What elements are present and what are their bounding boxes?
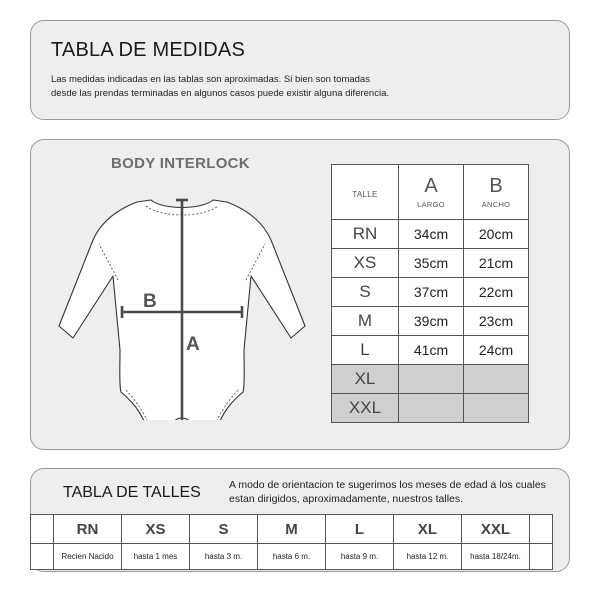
- size-guide-desc: [229, 478, 546, 506]
- width-cell: 20cm: [464, 220, 529, 249]
- size-label: L: [326, 515, 394, 544]
- edge-cell: [530, 544, 553, 570]
- width-cell: 24cm: [464, 336, 529, 365]
- table-row: [332, 249, 529, 278]
- size-label: XXL: [462, 515, 530, 544]
- length-cell: 34cm: [399, 220, 464, 249]
- disclaimer-line-2: desde las prendas terminadas en algunos casos puede existir alguna diferencia.: [51, 88, 389, 99]
- col-a-header: [399, 165, 464, 220]
- bodysuit-illustration: [43, 180, 313, 420]
- measures-info-panel: [30, 20, 570, 120]
- width-cell: 23cm: [464, 307, 529, 336]
- size-cell: RN: [332, 220, 399, 249]
- size-label: XS: [122, 515, 190, 544]
- empty-cell: [464, 365, 529, 394]
- length-cell: 39cm: [399, 307, 464, 336]
- length-cell: 41cm: [399, 336, 464, 365]
- size-label: RN: [54, 515, 122, 544]
- size-guide-title: TABLA DE TALLES: [63, 484, 201, 501]
- age-row: [31, 544, 553, 570]
- age-label: hasta 1 mes: [122, 544, 190, 570]
- size-guide-desc-line-2: estan dirigidos, aproximadamente, nuestros talles.: [229, 493, 464, 505]
- length-cell: 37cm: [399, 278, 464, 307]
- size-label: M: [258, 515, 326, 544]
- size-cell: XXL: [332, 394, 399, 423]
- width-cell: 21cm: [464, 249, 529, 278]
- edge-cell: [31, 544, 54, 570]
- disclaimer-line-1: Las medidas indicadas en las tablas son aproximadas. Si bien son tomadas: [51, 74, 370, 85]
- age-label: hasta 12 m.: [394, 544, 462, 570]
- col-a-letter: A: [424, 174, 438, 197]
- page-title: TABLA DE MEDIDAS: [51, 39, 245, 61]
- size-cell: L: [332, 336, 399, 365]
- col-b-label: ANCHO: [481, 199, 511, 209]
- size-row: [31, 515, 553, 544]
- size-cell: XS: [332, 249, 399, 278]
- col-a-label: LARGO: [417, 199, 445, 209]
- empty-cell: [464, 394, 529, 423]
- age-label: Recien Nacido: [54, 544, 122, 570]
- label-b: B: [143, 291, 157, 312]
- width-cell: 22cm: [464, 278, 529, 307]
- size-cell: S: [332, 278, 399, 307]
- col-b-header: [464, 165, 529, 220]
- size-label: XL: [394, 515, 462, 544]
- talle-header: TALLE: [352, 190, 378, 199]
- garment-title: BODY INTERLOCK: [111, 155, 250, 172]
- measures-disclaimer: [51, 73, 389, 101]
- empty-cell: [399, 394, 464, 423]
- label-a: A: [186, 334, 200, 355]
- table-row: [332, 220, 529, 249]
- table-row: [332, 278, 529, 307]
- age-label: hasta 3 m.: [190, 544, 258, 570]
- age-label: hasta 9 m.: [326, 544, 394, 570]
- size-age-table: [30, 514, 553, 570]
- table-row: [332, 336, 529, 365]
- table-row: [332, 365, 529, 394]
- size-guide-desc-line-1: A modo de orientacion te sugerimos los meses de edad a los cuales: [229, 479, 546, 491]
- size-label: S: [190, 515, 258, 544]
- age-label: hasta 18/24m.: [462, 544, 530, 570]
- table-row: [332, 394, 529, 423]
- empty-cell: [399, 365, 464, 394]
- edge-cell: [31, 515, 54, 544]
- garment-measures-panel: [30, 139, 570, 450]
- age-label: hasta 6 m.: [258, 544, 326, 570]
- size-cell: XL: [332, 365, 399, 394]
- size-guide-panel: [30, 468, 570, 572]
- size-cell: M: [332, 307, 399, 336]
- table-row: [332, 307, 529, 336]
- talle-header-cell: [332, 165, 399, 220]
- edge-cell: [530, 515, 553, 544]
- col-b-letter: B: [489, 174, 503, 197]
- measures-header-row: [332, 165, 529, 220]
- measures-table: [331, 164, 529, 423]
- length-cell: 35cm: [399, 249, 464, 278]
